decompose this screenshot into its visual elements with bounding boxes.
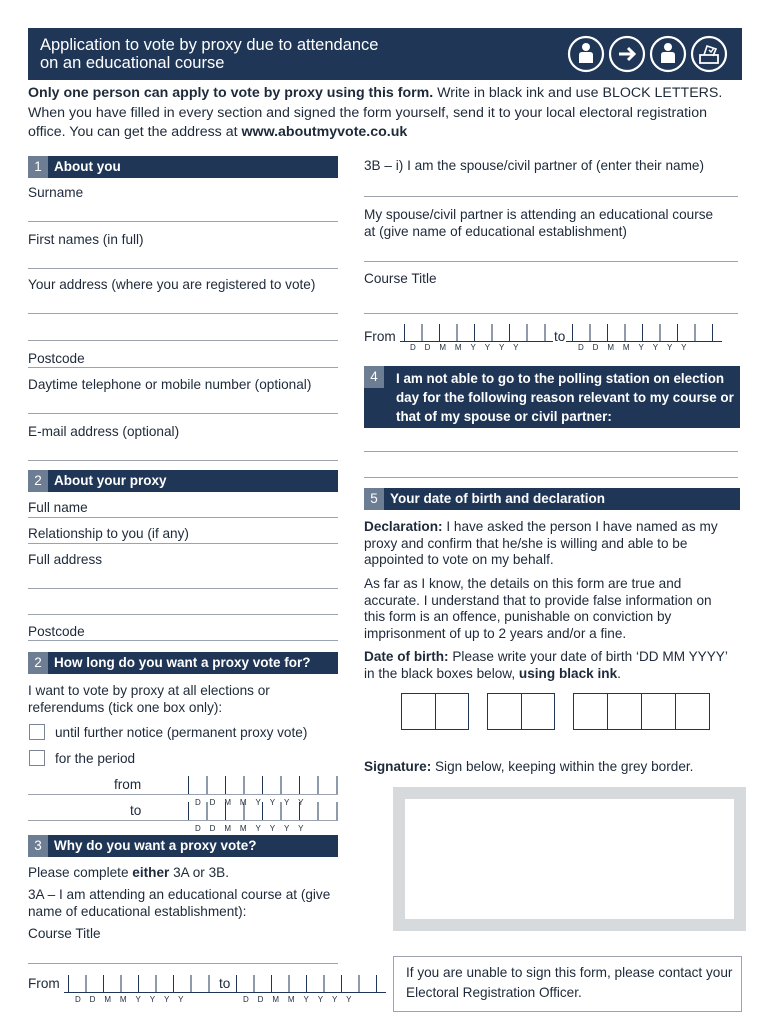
relationship-field[interactable] [28, 543, 338, 544]
declaration-warning: As far as I know, the details on this form are true and accurate. I understand that to provide false information on this form is an offence, punishable on conviction by imprisonment of up to 2 years and/or a fine. [364, 576, 712, 641]
surname-label: Surname [28, 185, 84, 200]
3a-from-date-hint: D D M M Y Y Y Y [75, 995, 184, 1004]
proxy-postcode-field[interactable] [28, 640, 338, 641]
permanent-proxy-checkbox[interactable] [29, 724, 45, 740]
postcode-label: Postcode [28, 351, 85, 366]
person-icon [649, 35, 687, 73]
proxy-full-name-label: Full name [28, 500, 88, 515]
3a-to-date-hint: D D M M Y Y Y Y [243, 995, 352, 1004]
reason-field-line1[interactable] [364, 451, 738, 452]
signature-area[interactable] [405, 799, 734, 919]
3b-spouse-label: 3B – i) I am the spouse/civil partner of (enter their name) [364, 158, 704, 173]
3a-course-title-field[interactable] [28, 963, 338, 964]
declaration-text: Declaration: I have asked the person I have named as my proxy and confirm that he/she is willing and able to be appointed to vote on my behalf. [364, 519, 718, 567]
relationship-label: Relationship to you (if any) [28, 526, 189, 541]
proxy-address-line1[interactable] [28, 588, 338, 589]
3b-attending-label: My spouse/civil partner is attending an educational course at (give name of educational establishment) [364, 207, 714, 239]
unable-to-sign-note: If you are unable to sign this form, please contact your Electoral Registration Officer. [393, 956, 742, 1012]
section-4-title: I am not able to go to the polling station on election day for the following reason relevant to my course or that of my spouse or civil partner: [396, 371, 734, 424]
section-4-header [364, 366, 740, 428]
period-from-underline [28, 794, 338, 795]
intro-text: Only one person can apply to vote by proxy using this form. Write in black ink and use BLOCK LETTERS. When you have filled in every section and signed the form yourself, send it to your local electoral registration office. You can get the address at www.aboutmyvote.co.uk [28, 85, 723, 140]
postcode-field[interactable] [28, 367, 338, 368]
reason-field-line2[interactable] [364, 477, 738, 478]
period-date-hint: D D M M Y Y Y Y [195, 824, 304, 833]
signature-instructions: Signature: Sign below, keeping within the grey border. [364, 759, 694, 774]
section-3-header: 3 Why do you want a proxy vote? [28, 835, 338, 857]
phone-label: Daytime telephone or mobile number (optional) [28, 377, 312, 392]
dob-day-boxes[interactable] [401, 693, 469, 730]
3b-course-title-label: Course Title [364, 271, 437, 286]
period-proxy-checkbox[interactable] [29, 750, 45, 766]
dob-month-boxes[interactable] [487, 693, 555, 730]
period-to-date-hint: D D M M Y Y Y Y [195, 798, 304, 807]
3a-from-label: From [28, 976, 60, 991]
first-names-field[interactable] [28, 268, 338, 269]
address-field-line2[interactable] [28, 340, 338, 341]
3b-to-label: to [554, 329, 566, 344]
dob-year-boxes[interactable] [573, 693, 710, 730]
3b-course-title-field[interactable] [364, 313, 738, 314]
period-from-label: from [114, 777, 142, 792]
signature-box[interactable] [393, 787, 746, 931]
form-title: Application to vote by proxy due to attendance on an educational course [40, 36, 379, 72]
3b-spouse-name-field[interactable] [364, 196, 738, 197]
complete-either-text: Please complete either 3A or 3B. [28, 865, 230, 880]
section-5-header: 5 Your date of birth and declaration [364, 488, 740, 510]
address-field-line1[interactable] [28, 313, 338, 314]
arrow-right-icon [608, 35, 646, 73]
period-proxy-label: for the period [55, 751, 136, 766]
phone-field[interactable] [28, 413, 338, 414]
dob-instructions: Date of birth: Please write your date of birth ‘DD MM YYYY’ in the black boxes below, using black ink. [364, 649, 728, 681]
option-3a-text: 3A – I am attending an educational course at (give name of educational establishment): [28, 887, 331, 919]
ballot-box-icon [690, 35, 728, 73]
surname-field[interactable] [28, 221, 338, 222]
section-1-header: 1 About you [28, 156, 338, 178]
address-label: Your address (where you are registered to vote) [28, 277, 316, 292]
email-field[interactable] [28, 460, 338, 461]
proxy-address-label: Full address [28, 552, 103, 567]
3a-course-title-label: Course Title [28, 926, 101, 941]
proxy-postcode-label: Postcode [28, 624, 85, 639]
3b-to-date-hint: D D M M Y Y Y Y [578, 343, 687, 352]
form-header [28, 28, 742, 80]
proxy-full-name-field[interactable] [28, 517, 338, 518]
proxy-address-line2[interactable] [28, 614, 338, 615]
period-to-label: to [130, 803, 142, 818]
email-label: E-mail address (optional) [28, 424, 180, 439]
period-from-date-boxes[interactable] [188, 776, 338, 794]
duration-intro: I want to vote by proxy at all elections or referendums (tick one box only): [28, 683, 270, 715]
3a-to-label: to [219, 976, 231, 991]
first-names-label: First names (in full) [28, 232, 144, 247]
section-2-proxy-header: 2 About your proxy [28, 470, 338, 492]
3b-establishment-field[interactable] [364, 261, 738, 262]
3b-from-label: From [364, 329, 396, 344]
section-4-number: 4 [364, 366, 384, 388]
person-icon [567, 35, 605, 73]
section-2-duration-header: 2 How long do you want a proxy vote for? [28, 652, 338, 674]
permanent-proxy-label: until further notice (permanent proxy vote) [55, 725, 308, 740]
period-to-underline [28, 820, 338, 821]
3b-from-date-hint: D D M M Y Y Y Y [410, 343, 519, 352]
